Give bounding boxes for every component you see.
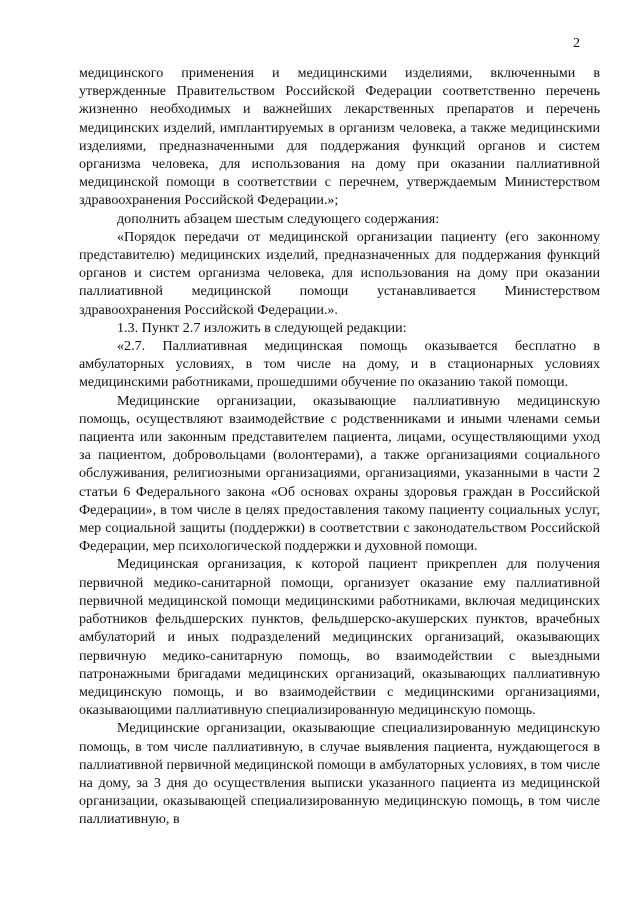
paragraph-item-2-7: «2.7. Паллиативная медицинская помощь оказывается бесплатно в амбулаторных условиях, в том числе на дому, и в стационарных условиях медицинскими работниками, прошедшими обучение по оказанию такой помощи.: [79, 338, 600, 391]
page-number: 2: [573, 36, 580, 51]
paragraph-amendment-intro: дополнить абзацем шестым следующего содержания:: [117, 210, 440, 227]
paragraph-transfer-procedure: «Порядок передачи от медицинской организации пациенту (его законному представителю) медицинских изделий, предназначенных для поддержания функций органов и систем организма человека, для использования на дому при оказании паллиативной медицинской помощи устанавливается Министерством здравоохранения Российской Федерации.».: [79, 228, 600, 318]
paragraph-specialized-care: Медицинские организации, оказывающие специализированную медицинскую помощь, в том числе паллиативную, в случае выявления пациента, нуждающегося в паллиативной первичной медицинской помощи в амбулаторных условиях, в том числе на дому, за 3 дня до осуществления выписки указанного пациента из медицинской организации, оказывающей специализированную медицинскую помощь, в том числе паллиативную, в: [79, 720, 600, 828]
paragraph-interaction: Медицинские организации, оказывающие паллиативную медицинскую помощь, осуществляют взаимодействие с родственниками и иными членами семьи пациента или законным представителем пациента, лицами, осуществляющими уход за пациентом, добровольцами (волонтерами), а также организациями социального обслуживания, религиозными организациями, организациями, указанными в части 2 статьи 6 Федерального закона «Об основах охраны здоровья граждан в Российской Федерации», в том числе в целях предоставления такому пациенту социальных услуг, мер социальной защиты (поддержки) в соответствии с законодательством Российской Федерации, мер психологической поддержки и духовной помощи.: [79, 392, 600, 555]
paragraph-primary-care: Медицинская организация, к которой пациент прикреплен для получения первичной медико-санитарной помощи, организует оказание ему паллиативной первичной медицинской помощи медицинскими работниками, включая медицинских работников фельдшерских пунктов, фельдшерско-акушерских пунктов, врачебных амбулаторий и иных подразделений медицинских организаций, оказывающих первичную медико-санитарную помощь, во взаимодействии с выездными патронажными бригадами медицинских организаций, оказывающих паллиативную медицинскую помощь, и во взаимодействии с медицинскими организациями, оказывающими паллиативную специализированную медицинскую помощь.: [79, 556, 600, 719]
paragraph-continuation: медицинского применения и медицинскими изделиями, включенными в утвержденные Правительством Российской Федерации соответственно перечень жизненно необходимых и важнейших лекарственных препаратов и перечень медицинских изделий, имплантируемых в организм человека, а также медицинскими изделиями, предназначенными для поддержания функций органов и систем организма человека, для использования на дому при оказании паллиативной медицинской помощи в соответствии с перечнем, утверждаемым Министерством здравоохранения Российской Федерации.»;: [79, 65, 600, 209]
document-body: [79, 64, 600, 829]
paragraph-item-1-3: 1.3. Пункт 2.7 изложить в следующей редакции:: [117, 319, 407, 336]
